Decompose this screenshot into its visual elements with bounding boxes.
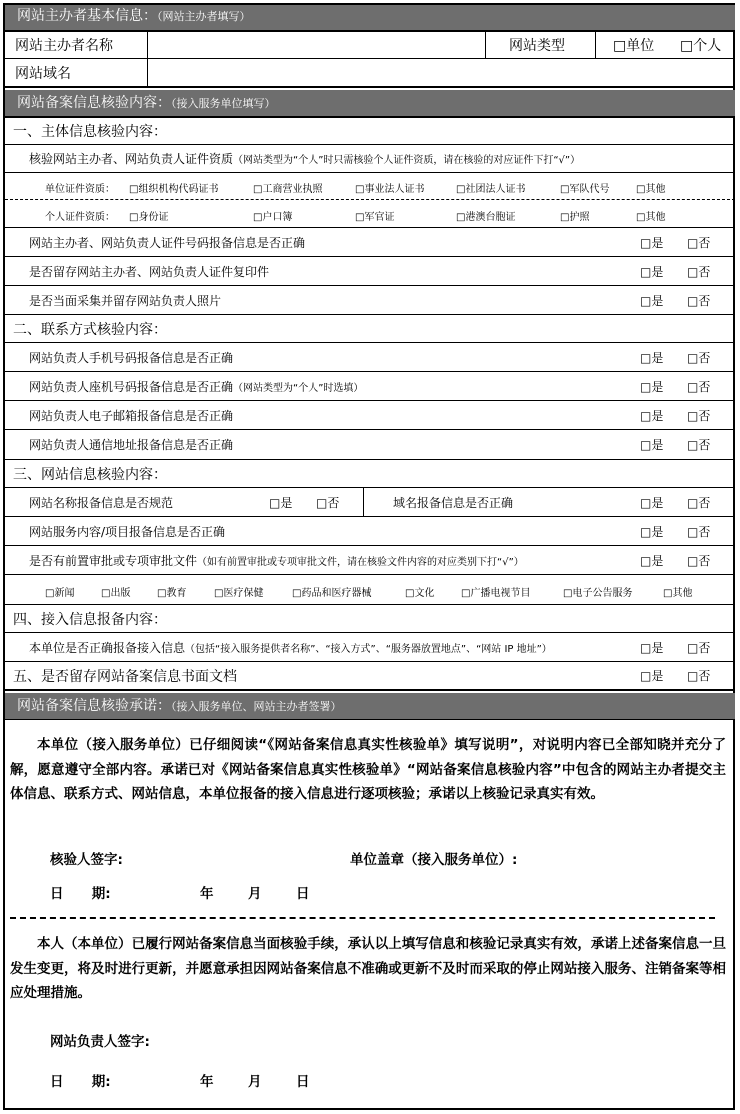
person-cert-label: 个人证件资质：	[45, 212, 115, 223]
checkbox-yes[interactable]: □是	[269, 495, 293, 510]
part3-title: 三、网站信息核验内容：	[5, 460, 735, 488]
question-main: 本单位是否正确报备接入信息	[29, 640, 186, 655]
owner-sign-label: 网站负责人签字:	[50, 1034, 150, 1050]
checkbox-category[interactable]: □新闻	[45, 588, 75, 599]
checkbox-no[interactable]: □否	[687, 438, 711, 452]
checkbox-yes[interactable]: □是	[640, 264, 664, 279]
row-personal-certs	[5, 200, 735, 228]
question-text: 网站服务内容/项目报备信息是否正确	[29, 524, 226, 539]
question-main: 网站负责人座机号码报备信息是否正确	[29, 379, 234, 394]
checkbox-category[interactable]: □广播电视节目	[461, 588, 531, 599]
checkbox-category[interactable]: □其他	[663, 588, 693, 599]
unit-stamp-label: 单位盖章（接入服务单位）:	[350, 852, 518, 868]
checkbox-yes[interactable]: □是	[640, 640, 664, 655]
row-site-domain	[5, 59, 735, 88]
checkbox-no[interactable]: □否	[316, 495, 340, 510]
checkbox-category[interactable]: □医疗保健	[214, 588, 264, 599]
checkbox-yes[interactable]: □是	[640, 408, 664, 423]
checkbox-no[interactable]: □否	[687, 350, 711, 365]
label-site-type: 网站类型	[509, 38, 565, 54]
part5-title: 五、是否留存网站备案信息书面文档	[13, 668, 237, 685]
checkbox-unit-cert[interactable]: □工商营业执照	[253, 184, 323, 195]
part4-title: 四、接入信息报备内容：	[5, 605, 735, 633]
checkbox-yes[interactable]: □是	[640, 379, 664, 394]
checkbox-yes[interactable]: □是	[640, 350, 664, 365]
checkbox-person-cert[interactable]: □护照	[560, 212, 590, 223]
section-note: （接入服务单位填写）	[171, 97, 276, 110]
checkbox-person-cert[interactable]: □军官证	[355, 212, 395, 223]
part1-title: 一、主体信息核验内容：	[5, 118, 735, 145]
section-header-verify-content	[5, 90, 735, 118]
row-p3-q3	[5, 546, 735, 575]
promise-paragraph-1: 本单位（接入服务单位）已仔细阅读“《网站备案信息真实性核验单》填写说明”，对说明内容已全部知晓并充分了解，愿意遵守全部内容。承诺已对《网站备案信息真实性核验单》“网站备案信息核验内容”中包含的网站主办者提交主体信息、联系方式、网站信息，本单位报备的接入信息进行逐项核验；承诺以上核验记录真实有效。	[10, 737, 726, 802]
row-p2-q3	[5, 401, 735, 430]
checkbox-unit-cert[interactable]: □其他	[636, 184, 666, 195]
row-p4-q1	[5, 633, 735, 662]
checkbox-no[interactable]: □否	[687, 408, 711, 423]
question-main: 是否有前置审批或专项审批文件	[29, 553, 198, 568]
question-text: 网站负责人通信地址报备信息是否正确	[29, 438, 234, 452]
checkbox-unit-cert[interactable]: □事业法人证书	[355, 184, 425, 195]
cut-line	[10, 917, 715, 919]
checkbox-unit-cert[interactable]: □军队代号	[560, 184, 610, 195]
question-text: 网站主办者、网站负责人证件号码报备信息是否正确	[29, 235, 306, 250]
cert-question-text: 核验网站主办者、网站负责人证件资质	[29, 152, 234, 166]
checkbox-category[interactable]: □文化	[405, 588, 435, 599]
section-title: 网站备案信息核验内容：	[17, 95, 171, 111]
question-note: （包括“接入服务提供者名称”、“接入方式”、“服务器放置地点”、“网站 IP 地址”）	[185, 643, 552, 655]
checkbox-unit-cert[interactable]: □组织机构代码证书	[129, 184, 219, 195]
row-p2-q2	[5, 372, 735, 401]
row-p3-q1	[5, 488, 735, 517]
row-unit-certs	[5, 173, 735, 200]
question-text: 是否当面采集并留存网站负责人照片	[29, 293, 222, 308]
date-label: 日 期:	[50, 886, 111, 902]
checkbox-person-cert[interactable]: □户口簿	[253, 212, 293, 223]
date-year: 年	[200, 886, 214, 902]
question-text: 网站名称报备信息是否规范	[29, 495, 174, 510]
question-text	[29, 552, 524, 569]
cert-question	[29, 150, 580, 167]
label-domain: 网站域名	[15, 65, 71, 82]
domain-field[interactable]	[148, 59, 735, 86]
checkbox-no[interactable]: □否	[687, 379, 711, 394]
section-title: 网站备案信息核验承诺：	[17, 698, 171, 714]
row-p2-q1	[5, 343, 735, 372]
question-text-domain: 域名报备信息是否正确	[393, 495, 514, 510]
label-owner-name: 网站主办者名称	[15, 38, 113, 54]
row-p1-q2	[5, 257, 735, 286]
checkbox-yes[interactable]: □是	[640, 293, 664, 308]
checkbox-yes[interactable]: □是	[640, 438, 664, 452]
date-day: 日	[296, 886, 310, 902]
question-text: 网站负责人手机号码报备信息是否正确	[29, 350, 234, 365]
owner-name-field[interactable]	[148, 32, 485, 58]
date-day: 日	[296, 1074, 310, 1090]
part2-title: 二、联系方式核验内容：	[5, 315, 735, 343]
date-label: 日 期:	[50, 1074, 111, 1090]
row-p3-q2	[5, 517, 735, 546]
checkbox-person-cert[interactable]: □港澳台胞证	[456, 212, 516, 223]
date-year: 年	[200, 1074, 214, 1090]
row-cert-qualification	[5, 145, 735, 173]
row-p2-q4	[5, 430, 735, 460]
checkbox-no[interactable]: □否	[687, 553, 711, 568]
row-approval-categories	[5, 575, 735, 605]
section-title: 网站主办者基本信息：	[17, 8, 157, 24]
unit-cert-label: 单位证件资质：	[45, 184, 115, 195]
cert-note: （网站类型为“个人”时只需核验个人证件资质，请在核验的对应证件下打“√”）	[233, 155, 581, 166]
checkbox-category[interactable]: □教育	[157, 588, 187, 599]
date-month: 月	[248, 886, 262, 902]
checkbox-person-cert[interactable]: □其他	[636, 212, 666, 223]
verifier-sign-label: 核验人签字:	[50, 852, 123, 868]
row-p1-q1	[5, 228, 735, 257]
checkbox-type-personal[interactable]: □个人	[680, 38, 722, 54]
checkbox-no[interactable]: □否	[687, 524, 711, 539]
checkbox-category[interactable]: □电子公告服务	[563, 588, 633, 599]
checkbox-yes[interactable]: □是	[640, 235, 664, 250]
checkbox-no[interactable]: □否	[687, 669, 711, 683]
checkbox-no[interactable]: □否	[687, 495, 711, 510]
row-site-owner-name	[5, 32, 735, 59]
checkbox-no[interactable]: □否	[687, 640, 711, 655]
part5-row	[5, 662, 735, 691]
question-text	[29, 378, 363, 395]
question-text: 是否留存网站主办者、网站负责人证件复印件	[29, 264, 270, 279]
checkbox-person-cert[interactable]: □身份证	[129, 212, 169, 223]
section-note: （网站主办者填写）	[157, 10, 251, 23]
checkbox-yes[interactable]: □是	[640, 553, 664, 568]
question-text	[29, 639, 552, 656]
checkbox-no[interactable]: □否	[687, 293, 711, 308]
question-note: （如有前置审批或专项审批文件，请在核验文件内容的对应类别下打“√”）	[197, 556, 524, 568]
section-note: （接入服务单位、网站主办者签署）	[171, 700, 342, 713]
checkbox-no[interactable]: □否	[687, 235, 711, 250]
checkbox-category[interactable]: □药品和医疗器械	[292, 588, 372, 599]
checkbox-type-unit[interactable]: □单位	[613, 38, 655, 54]
row-p1-q3	[5, 286, 735, 315]
section-header-basic-info	[5, 5, 735, 32]
checkbox-yes[interactable]: □是	[640, 524, 664, 539]
question-text: 网站负责人电子邮箱报备信息是否正确	[29, 408, 234, 423]
checkbox-unit-cert[interactable]: □社团法人证书	[456, 184, 526, 195]
section-header-promise	[5, 693, 735, 720]
checkbox-yes[interactable]: □是	[640, 495, 664, 510]
checkbox-no[interactable]: □否	[687, 264, 711, 279]
question-note: （网站类型为“个人”时选填）	[233, 382, 364, 394]
checkbox-category[interactable]: □出版	[101, 588, 131, 599]
date-month: 月	[248, 1074, 262, 1090]
promise-paragraph-2: 本人（本单位）已履行网站备案信息当面核验手续，承认以上填写信息和核验记录真实有效，承诺上述备案信息一旦发生变更，将及时进行更新，并愿意承担因网站备案信息不准确或更新不及时而采取的停止网站接入服务、注销备案等相应处理措施。	[10, 936, 726, 1001]
checkbox-yes[interactable]: □是	[640, 669, 664, 683]
